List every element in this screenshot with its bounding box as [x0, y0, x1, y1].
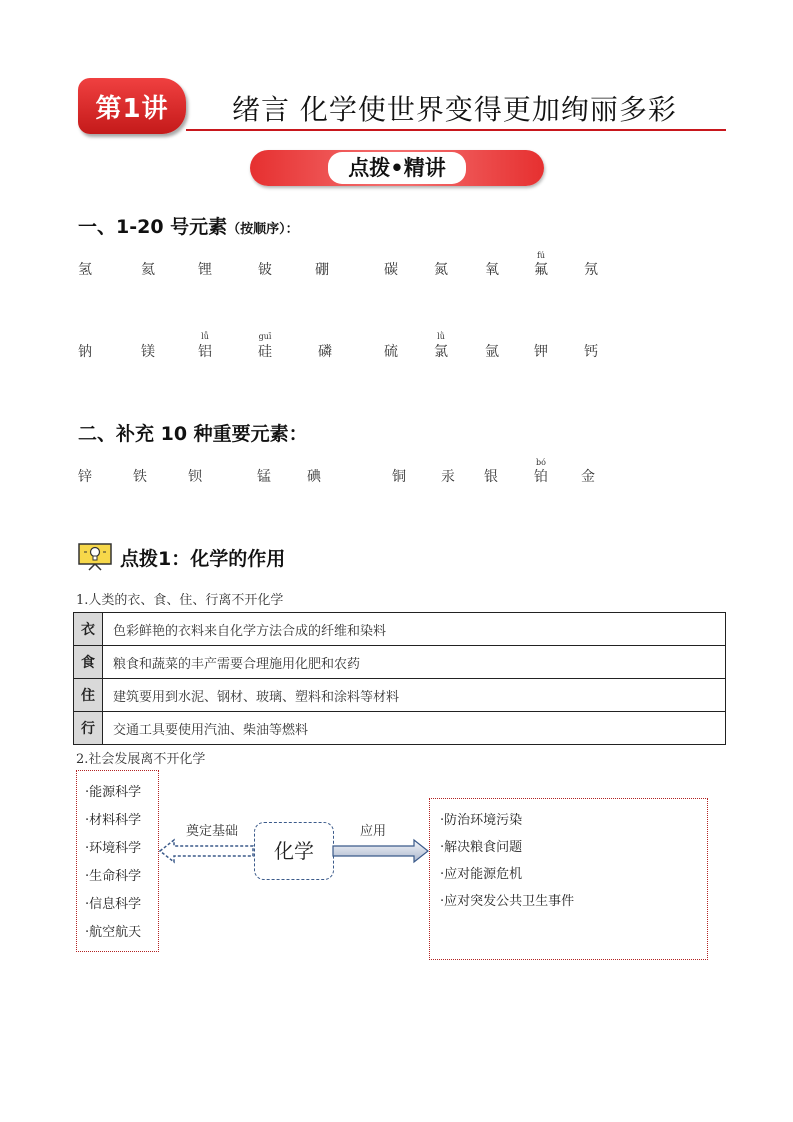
- row-key: 食: [74, 646, 103, 679]
- tip1-subheading-2: 2.社会发展离不开化学: [76, 752, 206, 767]
- row-key: 行: [74, 712, 103, 745]
- extra-element-9: 铂: [534, 469, 548, 485]
- element-17: 氯: [434, 344, 448, 360]
- science-field: ·能源科学: [85, 785, 142, 800]
- extra-element-3: 钡: [188, 469, 202, 485]
- pinyin-bo: bó: [536, 458, 546, 467]
- science-fields-box: [76, 770, 159, 952]
- element-1: 氢: [78, 262, 92, 278]
- row-key: 衣: [74, 613, 103, 646]
- row-value: 交通工具要使用汽油、柴油等燃料: [103, 712, 726, 745]
- chemistry-node: 化学: [254, 822, 334, 880]
- header-rule: [186, 129, 726, 131]
- element-2: 氦: [141, 262, 155, 278]
- extra-element-10: 金: [581, 469, 595, 485]
- application-arrow-label: 应用: [360, 824, 387, 839]
- application-item: ·应对突发公共卫生事件: [440, 894, 575, 909]
- section2-title: 二、补充 10 种重要元素：: [78, 423, 308, 445]
- section-banner: [250, 150, 544, 186]
- lightbulb-board-icon: [78, 543, 112, 571]
- science-field: ·材料科学: [85, 813, 142, 828]
- foundation-arrow-label: 奠定基础: [186, 824, 239, 839]
- science-field: ·信息科学: [85, 897, 142, 912]
- element-3: 锂: [198, 262, 212, 278]
- pinyin-lu: lǜ: [437, 332, 445, 341]
- element-12: 镁: [141, 344, 155, 360]
- row-value: 色彩鲜艳的衣料来自化学方法合成的纤维和染料: [103, 613, 726, 646]
- element-10: 氖: [584, 262, 598, 278]
- extra-element-8: 银: [484, 469, 498, 485]
- element-5: 硼: [315, 262, 329, 278]
- element-14: 硅: [258, 344, 272, 360]
- pinyin-gui: guī: [258, 332, 272, 341]
- table-row: [74, 646, 726, 679]
- table-row: [74, 679, 726, 712]
- extra-element-7: 汞: [441, 469, 455, 485]
- element-7: 氮: [434, 262, 448, 278]
- section1-title: 一、1-20 号元素: [78, 216, 228, 238]
- extra-element-5: 碘: [307, 469, 321, 485]
- application-item: ·应对能源危机: [440, 867, 523, 882]
- extra-element-6: 铜: [392, 469, 406, 485]
- left-arrow: [158, 838, 254, 868]
- right-arrow: [332, 838, 430, 868]
- science-field: ·生命科学: [85, 869, 142, 884]
- tip1-title: 点拨1：化学的作用: [120, 548, 286, 570]
- pinyin-fu: fú: [536, 251, 546, 260]
- element-4: 铍: [258, 262, 272, 278]
- extra-element-4: 锰: [257, 469, 271, 485]
- row-value: 粮食和蔬菜的丰产需要合理施用化肥和农药: [103, 646, 726, 679]
- element-11: 钠: [78, 344, 92, 360]
- lesson-badge: [78, 78, 186, 134]
- table-row: [74, 712, 726, 745]
- science-field: ·环境科学: [85, 841, 142, 856]
- lesson-badge-label: 第1讲: [95, 94, 169, 124]
- element-13: 铝: [198, 344, 212, 360]
- section1-note: （按顺序）：: [227, 222, 299, 237]
- table-row: [74, 613, 726, 646]
- pinyin-lv: lǚ: [201, 332, 209, 341]
- element-20: 钙: [584, 344, 598, 360]
- necessities-table: [73, 612, 726, 745]
- tip1-subheading-1: 1.人类的衣、食、住、行离不开化学: [76, 593, 284, 608]
- applications-box: [429, 798, 708, 960]
- extra-element-2: 铁: [133, 469, 147, 485]
- row-key: 住: [74, 679, 103, 712]
- page-title: 绪言 化学使世界变得更加绚丽多彩: [232, 93, 677, 126]
- element-18: 氩: [485, 344, 499, 360]
- banner-label: 点拨•精讲: [328, 152, 466, 184]
- element-9: 氟: [534, 262, 548, 278]
- application-item: ·防治环境污染: [440, 813, 523, 828]
- element-16: 硫: [384, 344, 398, 360]
- element-19: 钾: [534, 344, 548, 360]
- science-field: ·航空航天: [85, 925, 142, 940]
- section1-heading: [78, 212, 299, 239]
- extra-element-1: 锌: [78, 469, 92, 485]
- row-value: 建筑要用到水泥、钢材、玻璃、塑料和涂料等材料: [103, 679, 726, 712]
- element-8: 氧: [485, 262, 499, 278]
- element-15: 磷: [318, 344, 332, 360]
- application-item: ·解决粮食问题: [440, 840, 523, 855]
- element-6: 碳: [384, 262, 398, 278]
